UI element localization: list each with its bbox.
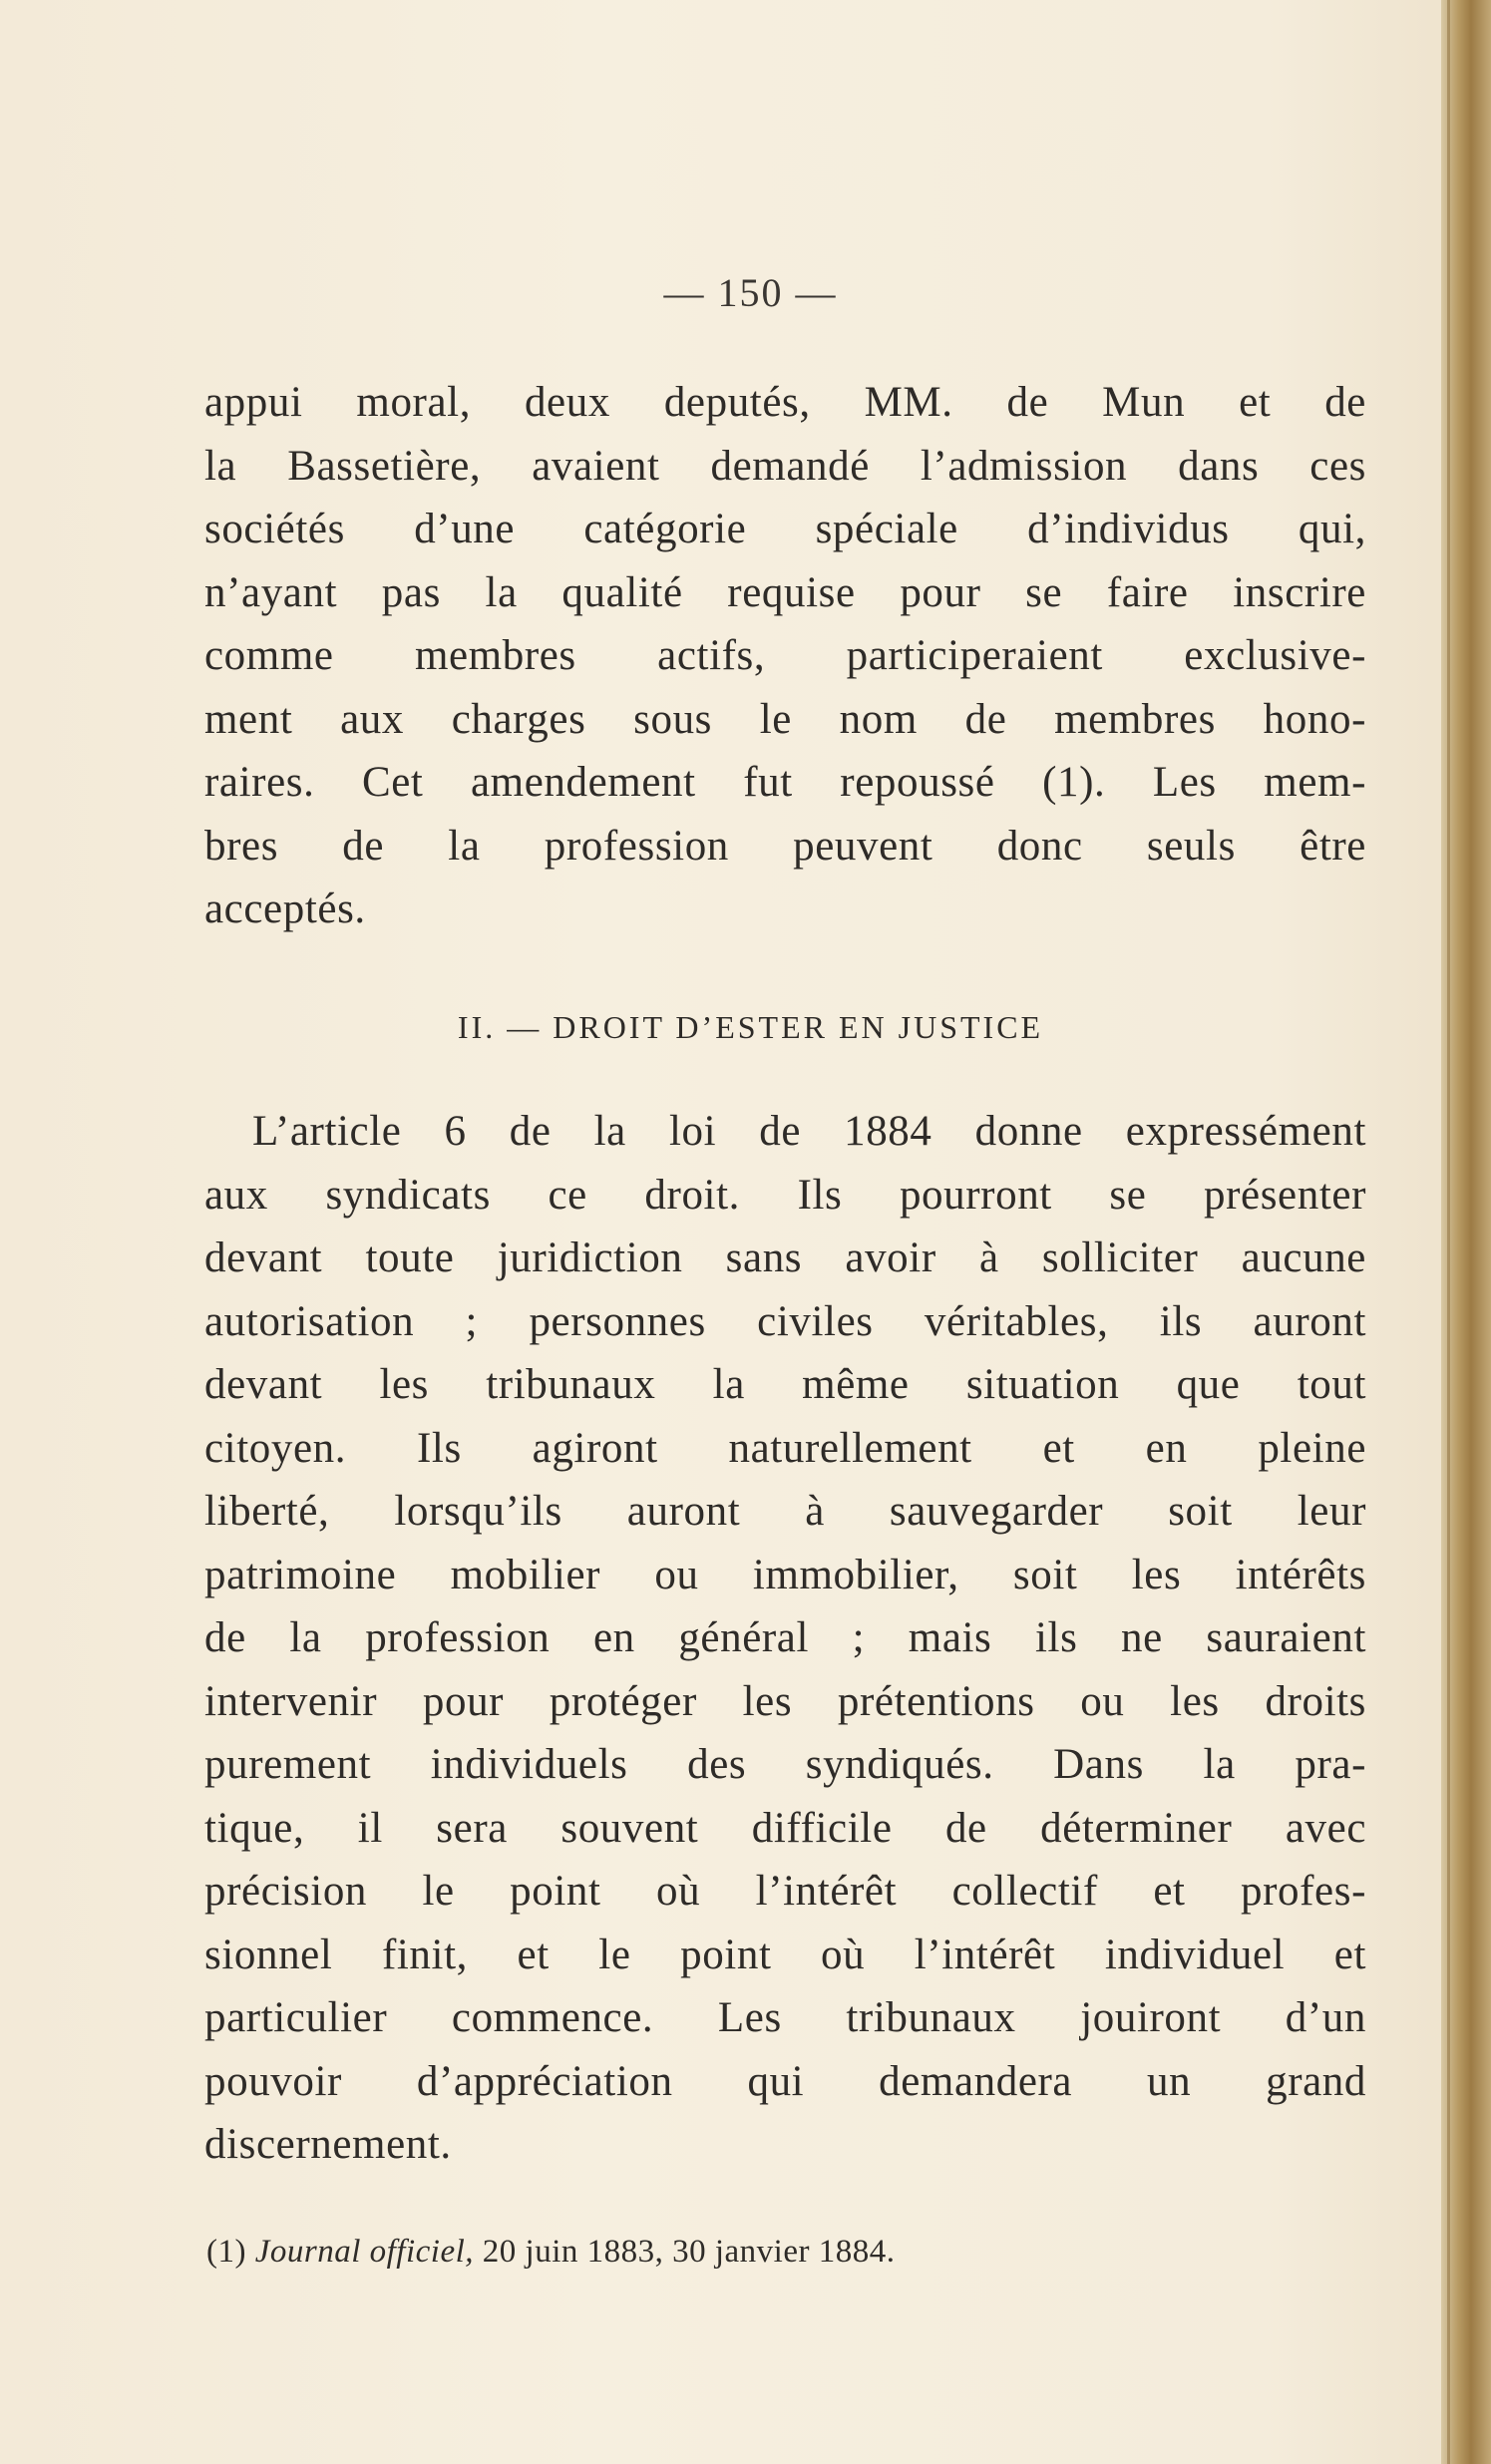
paragraph-line: la Bassetière, avaient demandé l’admission dans ces <box>204 442 1366 490</box>
footnote-marker: (1) <box>206 2234 246 2270</box>
paragraph-line: n’ayant pas la qualité requise pour se faire inscrire <box>204 568 1366 616</box>
paragraph-line: comme membres actifs, participeraient exclusive- <box>204 632 1366 679</box>
paragraph-line: L’article 6 de la loi de 1884 donne expressément <box>252 1108 1366 1155</box>
paragraph-line: précision le point où l’intérêt collectif et profes- <box>204 1868 1366 1915</box>
paragraph-line: appui moral, deux deputés, MM. de Mun et de <box>204 379 1366 426</box>
paragraph-2 <box>204 1100 1366 2177</box>
paragraph-line: devant les tribunaux la même situation que tout <box>204 1361 1366 1408</box>
paragraph-line: autorisation ; personnes civiles véritables, ils auront <box>204 1297 1366 1345</box>
paragraph-line: pouvoir d’appréciation qui demandera un grand <box>204 2057 1366 2105</box>
footnote-journal: Journal officiel, <box>254 2234 475 2270</box>
paragraph-line: liberté, lorsqu’ils auront à sauvegarder soit leur <box>204 1488 1366 1535</box>
paragraph-line: intervenir pour protéger les prétentions ou les droits <box>204 1677 1366 1725</box>
page-number: — 150 — <box>663 270 838 315</box>
page-edge-shadow <box>1441 0 1491 2464</box>
paragraph-line: devant toute juridiction sans avoir à solliciter aucune <box>204 1234 1366 1281</box>
section-heading: II. — DROIT D’ESTER EN JUSTICE <box>457 1009 1044 1045</box>
paragraph-line: ment aux charges sous le nom de membres hono- <box>204 695 1366 743</box>
paragraph-line: sociétés d’une catégorie spéciale d’individus qui, <box>204 506 1366 552</box>
paragraph-line: citoyen. Ils agiront naturellement et en pleine <box>204 1424 1366 1472</box>
paragraph-line: de la profession en général ; mais ils ne sauraient <box>204 1614 1366 1661</box>
paragraph-line: discernement. <box>204 2121 452 2168</box>
paragraph-line: raires. Cet amendement fut repoussé (1). Les mem- <box>204 759 1366 806</box>
paragraph-line: tique, il sera souvent difficile de déterminer avec <box>204 1804 1366 1852</box>
paragraph-line: purement individuels des syndiqués. Dans la pra- <box>204 1741 1366 1788</box>
paragraph-line: acceptés. <box>204 885 366 932</box>
paragraph-line: patrimoine mobilier ou immobilier, soit les intérêts <box>204 1551 1366 1598</box>
paragraph-line: bres de la profession peuvent donc seuls être <box>204 822 1366 870</box>
paragraph-line: aux syndicats ce droit. Ils pourront se présenter <box>204 1171 1366 1219</box>
paragraph-1 <box>204 371 1366 941</box>
footnote-dates: 20 juin 1883, 30 janvier 1884. <box>482 2234 896 2270</box>
paragraph-line: sionnel finit, et le point où l’intérêt individuel et <box>204 1931 1366 1978</box>
footnote <box>206 2234 896 2271</box>
paragraph-line: particulier commence. Les tribunaux jouiront d’un <box>204 1994 1366 2041</box>
